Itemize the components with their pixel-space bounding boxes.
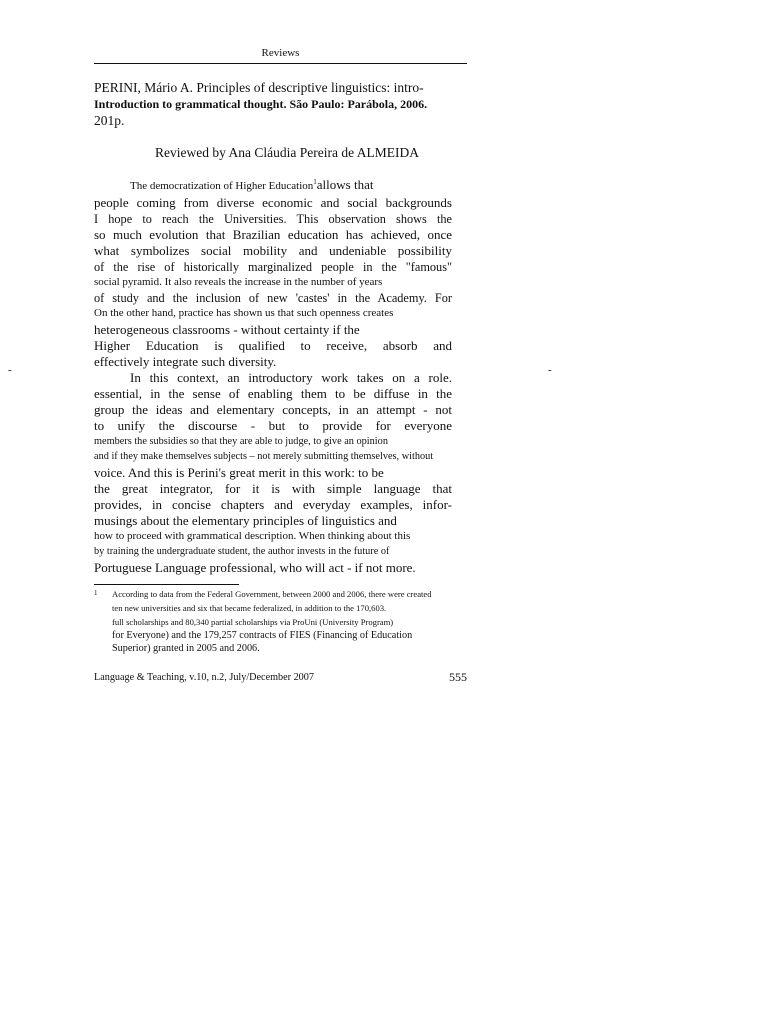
paragraph-2-line: members the subsidies so that they are able to judge, to give an opinion [94,435,388,447]
paragraph-2-line: essential, in the sense of enabling them to be diffuse in the [94,385,452,401]
paragraph-1-line: effectively integrate such diversity. [94,353,277,369]
paragraph-2-line: Portuguese Language professional, who will act - if not more. [94,559,416,575]
footnote-line: ten new universities and six that became federalized, in addition to the 170,603. [112,603,387,613]
footnote-line: According to data from the Federal Government, between 2000 and 2006, there were created [112,589,432,599]
paragraph-2-line: to unify the discourse - but to provide for everyone [94,417,452,433]
paragraph-1-line: Higher Education is qualified to receive, absorb and [94,337,452,353]
paragraph-2-line: voice. And this is Perini's great merit in this work: to be [94,464,384,480]
paragraph-1-line [94,175,452,195]
paragraph-1-line: I hope to reach the Universities. This observation shows the [94,211,452,226]
paragraph-2-line: In this context, an introductory work takes on a role. [130,369,452,385]
footnote-marker: 1 [94,589,98,597]
paragraph-1-line: heterogeneous classrooms - without certainty if the [94,321,360,337]
footnote-line: Superior) granted in 2005 and 2006. [112,643,260,654]
footnote-reference: 1 [313,178,317,186]
paragraph-1-line: social pyramid. It also reveals the increase in the number of years [94,275,383,288]
paragraph-1-line: On the other hand, practice has shown us that such openness creates [94,307,394,319]
paragraph-1-line: people coming from diverse economic and social backgrounds [94,194,452,210]
footnote-line: full scholarships and 80,340 partial scholarships via ProUni (University Program) [112,617,394,627]
paragraph-1-line: of study and the inclusion of new 'castes' in the Academy. For [94,291,452,305]
page-number: 555 [449,670,467,684]
paragraph-2-line: provides, in concise chapters and everyday examples, infor- [94,496,452,512]
paragraph-1-line: what symbolizes social mobility and undeniable possibility [94,242,452,258]
footnote [94,587,454,655]
paragraph-2-line: musings about the elementary principles of linguistics and [94,512,397,528]
paragraph-1-line: of the rise of historically marginalized people in the "famous" [94,259,452,274]
header-rule [94,63,467,64]
paragraph-2-line: how to proceed with grammatical description. When thinking about this [94,529,411,542]
right-margin-mark: - [548,364,552,376]
paragraph-2-line: by training the undergraduate student, the author invests in the future of [94,546,390,557]
review-body [94,175,452,576]
running-head: Reviews [261,47,300,59]
footnote-rule [94,584,239,585]
paragraph-1-line: so much evolution that Brazilian education has achieved, once [94,226,452,242]
citation-line-1: PERINI, Mário A. Principles of descriptive linguistics: intro- [94,80,424,95]
citation-line-3: 201p. [94,113,125,128]
left-margin-mark: - [8,364,12,376]
paragraph-2-line: group the ideas and elementary concepts, in an attempt - not [94,401,452,417]
body-text-span: allows that [316,177,374,192]
body-text-span: The democratization of Higher Education [130,180,314,192]
paragraph-2-line: and if they make themselves subjects – not merely submitting themselves, without [94,451,434,462]
journal-footer: Language & Teaching, v.10, n.2, July/December 2007 [94,672,314,683]
paragraph-2-line: the great integrator, for it is with simple language that [94,480,452,496]
citation-line-2: Introduction to grammatical thought. São Paulo: Parábola, 2006. [94,97,428,111]
footnote-line: for Everyone) and the 179,257 contracts of FIES (Financing of Education [112,630,413,641]
reviewer-byline: Reviewed by Ana Cláudia Pereira de ALMEIDA [155,145,419,160]
book-citation [94,79,474,129]
